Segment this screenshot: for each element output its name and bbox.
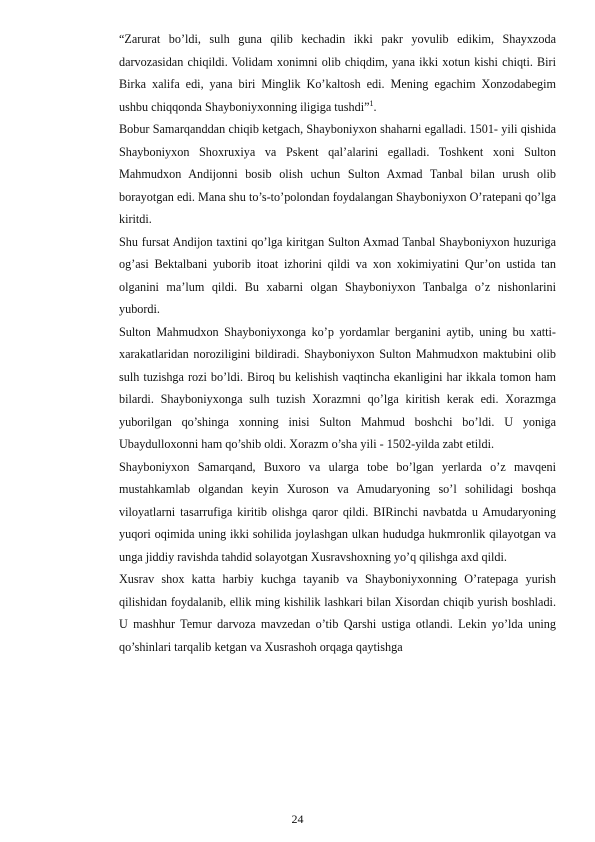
page-number: 24 (291, 812, 304, 826)
paragraph-text: “Zarurat bo’ldi, sulh guna qilib kechadin ikki pakr yovulib edikim, Shayxzoda darvozasidan chiqildi. Volidam xonimni olib chiqdim, yana ikki xotun kishi chiqti. Biri Birka xalifa edi, yana biri Minglik Ko’kaltosh edi. Mening egachim Xonzodabegim ushbu chiqqonda Shayboniyxonning iligiga tushdi” (119, 32, 556, 114)
paragraph-bobur (119, 118, 556, 231)
footnote-reference[interactable]: 1 (369, 98, 374, 108)
paragraph-text: Xusrav shox katta harbiy kuchga tayanib va Shayboniyxonning O’ratepaga yurish qilishidan foydalanib, ellik ming kishilik lashkari bilan Xisordan chiqib yurish boshladi. U mashhur Temur darvoza mavzedan o’tib Qarshi ustiga otlandi. Lekin yo’lda uning qo’shinlari tarqalib ketgan va Xusrashoh orqaga qaytishga (119, 572, 556, 654)
paragraph-tail: . (373, 99, 377, 114)
paragraph-quote (119, 28, 556, 118)
paragraph-xusrav (119, 568, 556, 658)
paragraph-xuroson (119, 456, 556, 569)
paragraph-text: Sulton Mahmudxon Shayboniyxonga ko’p yordamlar berganini aytib, uning bu xatti-xarakatlaridan noroziligini bildiradi. Shayboniyxon Sulton Mahmudxon maktubini olib sulh tuzishga rozi bo’ldi. Biroq bu kelishish vaqtincha ekanligini har ikkala tomon ham bilardi. Shayboniyxonga sulh tuzish Xorazmni qo’lga kiritish kerak edi. Xorazmga yuborilgan qo’shinga xonning inisi Sulton Mahmud boshchi bo’ldi. U yoniga Ubaydulloxonni ham qo’shib oldi. Xorazm o’sha yili - 1502-yilda zabt etildi. (119, 324, 556, 451)
paragraph-tanbal (119, 231, 556, 321)
paragraph-text: Bobur Samarqanddan chiqib ketgach, Shayboniyxon shaharni egalladi. 1501- yili qishida Shayboniyxon Shoxruxiya va Pskent qal’alarini egalladi. Toshkent xoni Sulton Mahmudxon Andijonni bosib olish uchun Sulton Axmad Tanbal bilan urush olib borayotgan edi. Mana shu to’s-to’polondan foydalangan Shayboniyxon O’ratepani qo’lga kiritdi. (119, 122, 556, 226)
body-text (119, 28, 556, 658)
paragraph-mahmudxon (119, 321, 556, 456)
paragraph-text: Shayboniyxon Samarqand, Buxoro va ularga tobe bo’lgan yerlarda o’z mavqeni mustahkamlab olgandan keyin Xuroson va Amudaryoning so’l sohilidagi boshqa viloyatlarni tasarrufiga kiritib olishga qaror qildi. BIRinchi navbatda u Amudaryoning yuqori oqimida uning ikki sohilida joylashgan ulkan hududga hukmronlik qilayotgan va unga jiddiy ravishda tahdid solayotgan Xusravshoxning yo’q qilishga axd qildi. (119, 459, 556, 564)
paragraph-text: Shu fursat Andijon taxtini qo’lga kiritgan Sulton Axmad Tanbal Shayboniyxon huzuriga og’asi Bektalbani yuborib itoat izhorini qildi va xon xokimiyatini Qur’on ustida tan olganini ma’lum qildi. Bu xabarni olgan Shayboniyxon Tanbalga o’z nishonlarini yubordi. (119, 234, 556, 316)
